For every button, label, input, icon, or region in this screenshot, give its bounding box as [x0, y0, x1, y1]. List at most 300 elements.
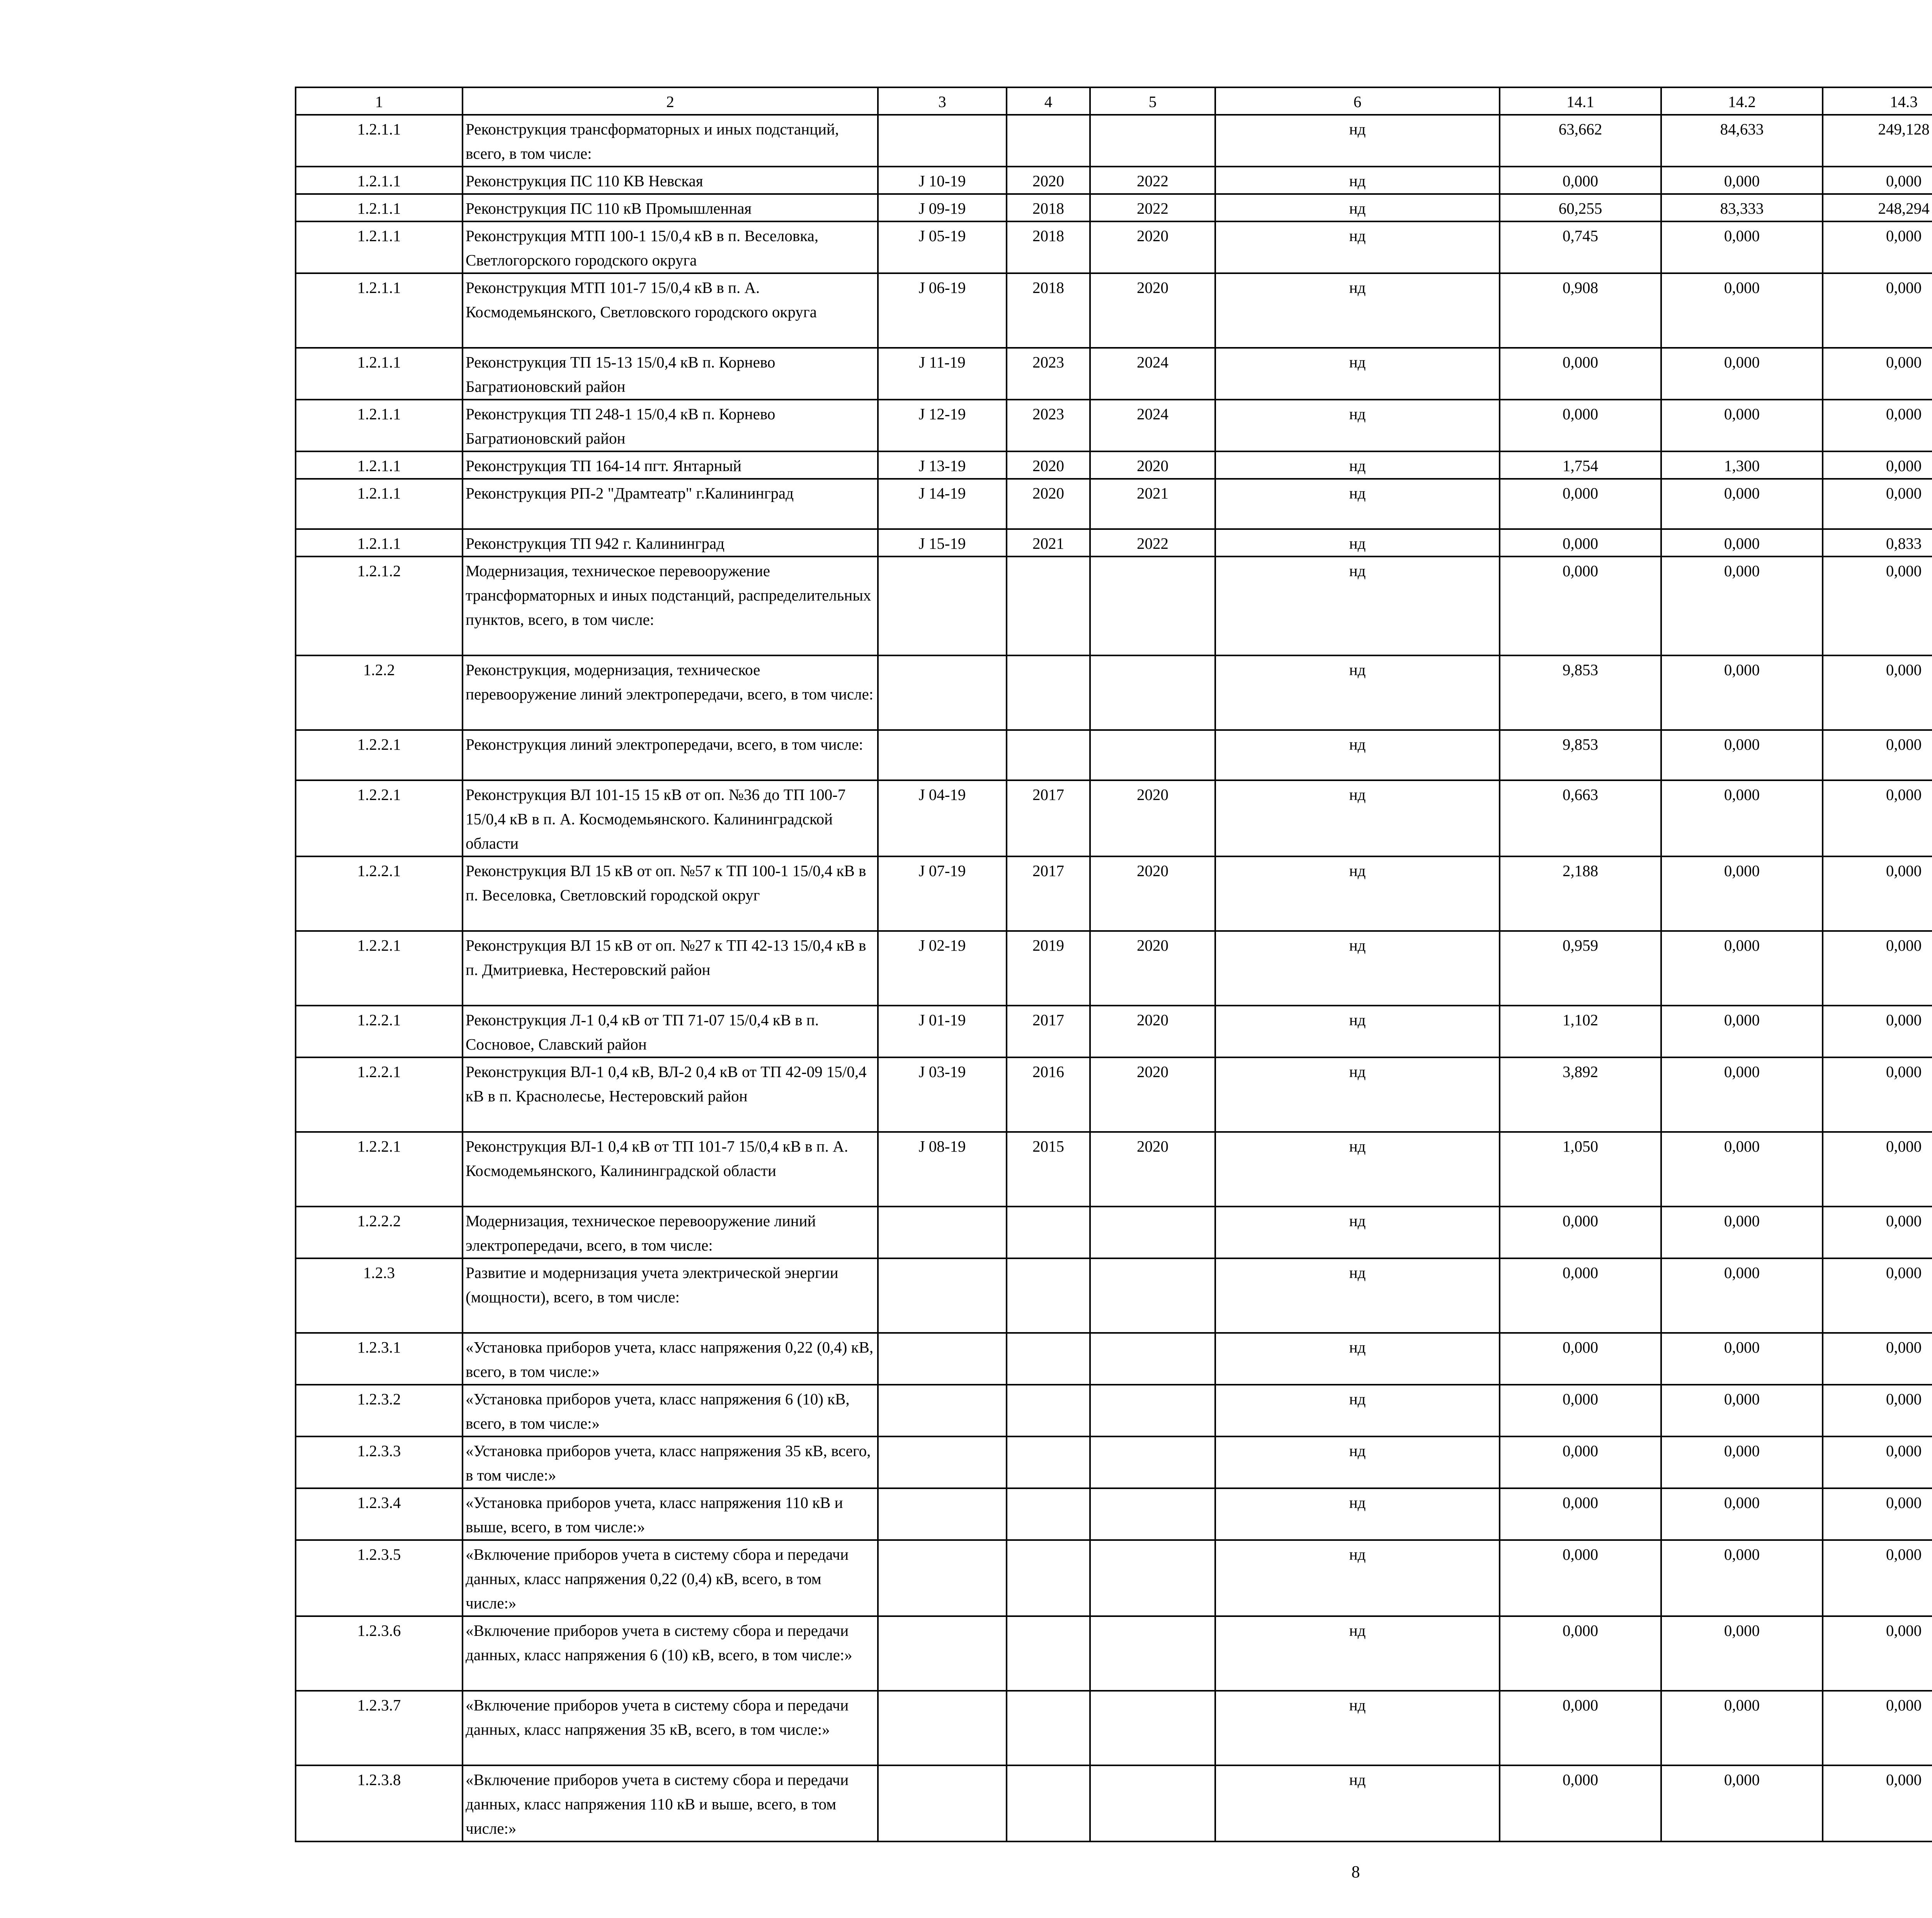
cell-code: 1.2.1.1 [296, 479, 463, 529]
table-row [296, 1057, 1932, 1132]
cell-code: 1.2.3.3 [296, 1436, 463, 1488]
cell-end [1090, 1540, 1215, 1616]
cell-code: 1.2.3.2 [296, 1385, 463, 1436]
table-row [296, 557, 1932, 655]
cell-end: 2020 [1090, 221, 1215, 273]
cell-name: Модернизация, техническое перевооружение линий электропередачи, всего, в том числе: [463, 1207, 878, 1258]
cell-v141: 0,000 [1500, 1436, 1661, 1488]
cell-v141: 1,754 [1500, 451, 1661, 479]
cell-id: J 05-19 [878, 221, 1007, 273]
table-row [296, 1132, 1932, 1207]
cell-code: 1.2.2 [296, 655, 463, 730]
cell-code: 1.2.3.7 [296, 1691, 463, 1765]
cell-start [1007, 1691, 1090, 1765]
cell-v143: 0,000 [1823, 557, 1932, 655]
cell-v143: 0,000 [1823, 1691, 1932, 1765]
cell-end: 2022 [1090, 167, 1215, 194]
cell-v141: 63,662 [1500, 115, 1661, 167]
cell-start: 2017 [1007, 780, 1090, 856]
cell-v142: 1,300 [1661, 451, 1823, 479]
cell-code: 1.2.1.2 [296, 557, 463, 655]
cell-v141: 0,000 [1500, 1333, 1661, 1385]
cell-id: J 14-19 [878, 479, 1007, 529]
cell-start: 2018 [1007, 194, 1090, 221]
cell-start [1007, 730, 1090, 780]
cell-code: 1.2.1.1 [296, 167, 463, 194]
cell-code: 1.2.3.5 [296, 1540, 463, 1616]
cell-v142: 0,000 [1661, 1765, 1823, 1841]
cell-v141: 2,188 [1500, 856, 1661, 931]
cell-v141: 0,000 [1500, 1258, 1661, 1333]
cell-name: Реконструкция РП-2 "Драмтеатр" г.Калининград [463, 479, 878, 529]
cell-v143: 0,000 [1823, 730, 1932, 780]
cell-v143: 0,833 [1823, 529, 1932, 557]
cell-code: 1.2.3.6 [296, 1616, 463, 1691]
cell-status: нд [1215, 1616, 1500, 1691]
cell-status: нд [1215, 167, 1500, 194]
cell-v141: 0,000 [1500, 1488, 1661, 1540]
cell-start [1007, 1540, 1090, 1616]
table-row [296, 780, 1932, 856]
cell-id [878, 1258, 1007, 1333]
cell-v142: 0,000 [1661, 1132, 1823, 1207]
cell-name: Развитие и модернизация учета электрической энергии (мощности), всего, в том числе: [463, 1258, 878, 1333]
cell-end [1090, 1385, 1215, 1436]
cell-v142: 0,000 [1661, 557, 1823, 655]
cell-v141: 0,959 [1500, 931, 1661, 1006]
cell-status: нд [1215, 194, 1500, 221]
table-row [296, 1385, 1932, 1436]
table-row [296, 1616, 1932, 1691]
cell-name: Реконструкция ТП 942 г. Калининград [463, 529, 878, 557]
cell-code: 1.2.1.1 [296, 273, 463, 348]
table-row [296, 400, 1932, 451]
cell-status: нд [1215, 451, 1500, 479]
cell-v141: 0,000 [1500, 529, 1661, 557]
cell-start [1007, 1765, 1090, 1841]
cell-end [1090, 1333, 1215, 1385]
cell-status: нд [1215, 1132, 1500, 1207]
cell-v143: 0,000 [1823, 1132, 1932, 1207]
cell-v143: 0,000 [1823, 1540, 1932, 1616]
cell-name: Реконструкция Л-1 0,4 кВ от ТП 71-07 15/0,4 кВ в п. Сосновое, Славский район [463, 1006, 878, 1057]
cell-name: Реконструкция, модернизация, техническое перевооружение линий электропередачи, всего, в том числе: [463, 655, 878, 730]
cell-v141: 0,663 [1500, 780, 1661, 856]
table-row [296, 273, 1932, 348]
table-row [296, 348, 1932, 400]
cell-end [1090, 655, 1215, 730]
cell-status: нд [1215, 1436, 1500, 1488]
table-row [296, 1488, 1932, 1540]
cell-v143: 0,000 [1823, 1057, 1932, 1132]
cell-code: 1.2.3.4 [296, 1488, 463, 1540]
table-row [296, 1006, 1932, 1057]
header-cell: 14.2 [1661, 87, 1823, 115]
cell-v142: 0,000 [1661, 1691, 1823, 1765]
cell-name: «Установка приборов учета, класс напряжения 110 кВ и выше, всего, в том числе:» [463, 1488, 878, 1540]
table-row [296, 1333, 1932, 1385]
header-row [296, 87, 1932, 115]
cell-v141: 0,000 [1500, 167, 1661, 194]
cell-end [1090, 1765, 1215, 1841]
page-number: 8 [1351, 1862, 1360, 1881]
table-row [296, 479, 1932, 529]
table-row [296, 115, 1932, 167]
cell-start: 2017 [1007, 1006, 1090, 1057]
cell-end: 2020 [1090, 273, 1215, 348]
cell-code: 1.2.1.1 [296, 451, 463, 479]
cell-end [1090, 730, 1215, 780]
cell-v142: 0,000 [1661, 780, 1823, 856]
cell-start [1007, 1207, 1090, 1258]
cell-v142: 0,000 [1661, 1436, 1823, 1488]
cell-end [1090, 1207, 1215, 1258]
table-row [296, 1258, 1932, 1333]
cell-code: 1.2.1.1 [296, 194, 463, 221]
cell-v143: 0,000 [1823, 451, 1932, 479]
cell-end [1090, 1436, 1215, 1488]
cell-end: 2024 [1090, 400, 1215, 451]
cell-status: нд [1215, 1057, 1500, 1132]
table-row [296, 1691, 1932, 1765]
cell-name: Реконструкция ВЛ 15 кВ от оп. №57 к ТП 100-1 15/0,4 кВ в п. Веселовка, Светловский городской округ [463, 856, 878, 931]
cell-id [878, 730, 1007, 780]
cell-v143: 249,128 [1823, 115, 1932, 167]
cell-end [1090, 557, 1215, 655]
cell-start: 2023 [1007, 348, 1090, 400]
cell-v143: 0,000 [1823, 1488, 1932, 1540]
cell-start [1007, 1436, 1090, 1488]
cell-id [878, 1488, 1007, 1540]
cell-name: Реконструкция ТП 164-14 пгт. Янтарный [463, 451, 878, 479]
cell-id [878, 115, 1007, 167]
cell-name: «Установка приборов учета, класс напряжения 0,22 (0,4) кВ, всего, в том числе:» [463, 1333, 878, 1385]
cell-status: нд [1215, 273, 1500, 348]
cell-start: 2018 [1007, 273, 1090, 348]
cell-v142: 83,333 [1661, 194, 1823, 221]
table-row [296, 529, 1932, 557]
cell-name: «Включение приборов учета в систему сбора и передачи данных, класс напряжения 35 кВ, всего, в том числе:» [463, 1691, 878, 1765]
table-row [296, 931, 1932, 1006]
cell-code: 1.2.1.1 [296, 115, 463, 167]
cell-v142: 0,000 [1661, 856, 1823, 931]
cell-code: 1.2.2.1 [296, 931, 463, 1006]
cell-id [878, 1691, 1007, 1765]
cell-start [1007, 1488, 1090, 1540]
cell-id: J 06-19 [878, 273, 1007, 348]
cell-end: 2020 [1090, 451, 1215, 479]
cell-name: Реконструкция трансформаторных и иных подстанций, всего, в том числе: [463, 115, 878, 167]
cell-status: нд [1215, 1333, 1500, 1385]
cell-id [878, 1207, 1007, 1258]
cell-v141: 3,892 [1500, 1057, 1661, 1132]
header-cell: 6 [1215, 87, 1500, 115]
cell-v141: 1,102 [1500, 1006, 1661, 1057]
cell-start: 2020 [1007, 451, 1090, 479]
cell-name: «Включение приборов учета в систему сбора и передачи данных, класс напряжения 0,22 (0,4) кВ, всего, в том числе:» [463, 1540, 878, 1616]
cell-v142: 0,000 [1661, 1540, 1823, 1616]
cell-v141: 0,000 [1500, 348, 1661, 400]
cell-code: 1.2.1.1 [296, 400, 463, 451]
cell-v143: 0,000 [1823, 1006, 1932, 1057]
cell-v142: 0,000 [1661, 400, 1823, 451]
table-row [296, 194, 1932, 221]
table-row [296, 167, 1932, 194]
cell-v143: 0,000 [1823, 479, 1932, 529]
cell-id [878, 1616, 1007, 1691]
cell-v141: 60,255 [1500, 194, 1661, 221]
cell-v143: 0,000 [1823, 1616, 1932, 1691]
cell-id: J 02-19 [878, 931, 1007, 1006]
cell-name: Реконструкция ВЛ-1 0,4 кВ от ТП 101-7 15/0,4 кВ в п. А. Космодемьянского, Калининградской области [463, 1132, 878, 1207]
cell-id [878, 1436, 1007, 1488]
cell-code: 1.2.3 [296, 1258, 463, 1333]
cell-name: Реконструкция ТП 248-1 15/0,4 кВ п. Корнево Багратионовский район [463, 400, 878, 451]
cell-v142: 0,000 [1661, 1333, 1823, 1385]
cell-code: 1.2.2.2 [296, 1207, 463, 1258]
cell-end: 2022 [1090, 529, 1215, 557]
cell-code: 1.2.1.1 [296, 221, 463, 273]
cell-v142: 0,000 [1661, 1258, 1823, 1333]
cell-end [1090, 1258, 1215, 1333]
cell-v141: 0,000 [1500, 1691, 1661, 1765]
table-row [296, 856, 1932, 931]
cell-v143: 0,000 [1823, 400, 1932, 451]
cell-code: 1.2.3.8 [296, 1765, 463, 1841]
cell-id: J 08-19 [878, 1132, 1007, 1207]
cell-v142: 0,000 [1661, 1057, 1823, 1132]
cell-status: нд [1215, 1691, 1500, 1765]
cell-v141: 0,000 [1500, 479, 1661, 529]
cell-status: нд [1215, 1765, 1500, 1841]
cell-code: 1.2.2.1 [296, 856, 463, 931]
cell-v142: 0,000 [1661, 655, 1823, 730]
cell-v143: 0,000 [1823, 348, 1932, 400]
cell-name: Реконструкция ПС 110 кВ Промышленная [463, 194, 878, 221]
cell-name: Реконструкция ВЛ 101-15 15 кВ от оп. №36 до ТП 100-7 15/0,4 кВ в п. А. Космодемьянского. Калининградской области [463, 780, 878, 856]
header-cell: 4 [1007, 87, 1090, 115]
cell-v142: 0,000 [1661, 529, 1823, 557]
cell-v143: 0,000 [1823, 1436, 1932, 1488]
cell-status: нд [1215, 557, 1500, 655]
cell-start [1007, 557, 1090, 655]
cell-start: 2023 [1007, 400, 1090, 451]
cell-id: J 04-19 [878, 780, 1007, 856]
cell-v142: 0,000 [1661, 221, 1823, 273]
cell-id: J 09-19 [878, 194, 1007, 221]
cell-status: нд [1215, 115, 1500, 167]
cell-start: 2020 [1007, 479, 1090, 529]
cell-start: 2021 [1007, 529, 1090, 557]
cell-v143: 248,294 [1823, 194, 1932, 221]
cell-v142: 0,000 [1661, 1385, 1823, 1436]
cell-status: нд [1215, 655, 1500, 730]
cell-status: нд [1215, 529, 1500, 557]
cell-id: J 15-19 [878, 529, 1007, 557]
cell-id: J 13-19 [878, 451, 1007, 479]
cell-name: «Установка приборов учета, класс напряжения 6 (10) кВ, всего, в том числе:» [463, 1385, 878, 1436]
cell-v143: 0,000 [1823, 1333, 1932, 1385]
cell-end: 2020 [1090, 931, 1215, 1006]
cell-end: 2020 [1090, 856, 1215, 931]
cell-v142: 0,000 [1661, 1488, 1823, 1540]
cell-end: 2022 [1090, 194, 1215, 221]
cell-start [1007, 1385, 1090, 1436]
cell-code: 1.2.3.1 [296, 1333, 463, 1385]
cell-v141: 0,000 [1500, 1616, 1661, 1691]
cell-id [878, 1333, 1007, 1385]
table-row [296, 1207, 1932, 1258]
cell-name: Реконструкция ПС 110 КВ Невская [463, 167, 878, 194]
cell-end [1090, 1691, 1215, 1765]
cell-start: 2019 [1007, 931, 1090, 1006]
cell-start [1007, 1258, 1090, 1333]
cell-v143: 0,000 [1823, 655, 1932, 730]
header-cell: 3 [878, 87, 1007, 115]
cell-v143: 0,000 [1823, 1207, 1932, 1258]
cell-code: 1.2.2.1 [296, 730, 463, 780]
cell-v142: 0,000 [1661, 348, 1823, 400]
cell-v142: 0,000 [1661, 730, 1823, 780]
cell-code: 1.2.1.1 [296, 529, 463, 557]
cell-status: нд [1215, 1488, 1500, 1540]
cell-status: нд [1215, 1385, 1500, 1436]
cell-end: 2020 [1090, 1057, 1215, 1132]
cell-code: 1.2.1.1 [296, 348, 463, 400]
cell-name: Реконструкция ТП 15-13 15/0,4 кВ п. Корнево Багратионовский район [463, 348, 878, 400]
cell-status: нд [1215, 730, 1500, 780]
cell-v142: 0,000 [1661, 1207, 1823, 1258]
cell-end [1090, 115, 1215, 167]
cell-v142: 84,633 [1661, 115, 1823, 167]
cell-status: нд [1215, 1258, 1500, 1333]
cell-status: нд [1215, 780, 1500, 856]
cell-v141: 0,000 [1500, 1207, 1661, 1258]
cell-id [878, 557, 1007, 655]
cell-status: нд [1215, 400, 1500, 451]
cell-name: «Включение приборов учета в систему сбора и передачи данных, класс напряжения 6 (10) кВ, всего, в том числе:» [463, 1616, 878, 1691]
cell-v142: 0,000 [1661, 1616, 1823, 1691]
cell-start: 2017 [1007, 856, 1090, 931]
cell-v141: 1,050 [1500, 1132, 1661, 1207]
cell-name: Реконструкция МТП 101-7 15/0,4 кВ в п. А. Космодемьянского, Светловского городского округа [463, 273, 878, 348]
cell-id: J 01-19 [878, 1006, 1007, 1057]
cell-start: 2015 [1007, 1132, 1090, 1207]
cell-code: 1.2.2.1 [296, 1132, 463, 1207]
cell-name: Реконструкция ВЛ 15 кВ от оп. №27 к ТП 42-13 15/0,4 кВ в п. Дмитриевка, Нестеровский район [463, 931, 878, 1006]
cell-end: 2020 [1090, 780, 1215, 856]
cell-v143: 0,000 [1823, 1385, 1932, 1436]
cell-v142: 0,000 [1661, 1006, 1823, 1057]
cell-status: нд [1215, 221, 1500, 273]
cell-name: «Установка приборов учета, класс напряжения 35 кВ, всего, в том числе:» [463, 1436, 878, 1488]
cell-v143: 0,000 [1823, 856, 1932, 931]
cell-id: J 07-19 [878, 856, 1007, 931]
cell-name: Модернизация, техническое перевооружение трансформаторных и иных подстанций, распределительных пунктов, всего, в том числе: [463, 557, 878, 655]
cell-start [1007, 115, 1090, 167]
cell-status: нд [1215, 1540, 1500, 1616]
header-cell: 5 [1090, 87, 1215, 115]
cell-name: Реконструкция линий электропередачи, всего, в том числе: [463, 730, 878, 780]
table-row [296, 1765, 1932, 1841]
header-cell: 1 [296, 87, 463, 115]
cell-status: нд [1215, 931, 1500, 1006]
cell-end [1090, 1488, 1215, 1540]
cell-end [1090, 1616, 1215, 1691]
cell-id: J 12-19 [878, 400, 1007, 451]
cell-status: нд [1215, 1207, 1500, 1258]
cell-v141: 0,745 [1500, 221, 1661, 273]
cell-v141: 9,853 [1500, 730, 1661, 780]
cell-status: нд [1215, 856, 1500, 931]
table-row [296, 655, 1932, 730]
cell-id: J 03-19 [878, 1057, 1007, 1132]
cell-status: нд [1215, 348, 1500, 400]
cell-v142: 0,000 [1661, 479, 1823, 529]
cell-v143: 0,000 [1823, 221, 1932, 273]
cell-start: 2020 [1007, 167, 1090, 194]
cell-code: 1.2.2.1 [296, 1006, 463, 1057]
cell-end: 2020 [1090, 1132, 1215, 1207]
cell-v143: 0,000 [1823, 273, 1932, 348]
cell-code: 1.2.2.1 [296, 780, 463, 856]
cell-v143: 0,000 [1823, 1765, 1932, 1841]
header-cell: 14.3 [1823, 87, 1932, 115]
cell-start: 2018 [1007, 221, 1090, 273]
cell-v141: 9,853 [1500, 655, 1661, 730]
cell-v143: 0,000 [1823, 1258, 1932, 1333]
cell-v141: 0,908 [1500, 273, 1661, 348]
cell-v142: 0,000 [1661, 167, 1823, 194]
cell-end: 2021 [1090, 479, 1215, 529]
table-row [296, 1540, 1932, 1616]
cell-start [1007, 655, 1090, 730]
cell-name: Реконструкция МТП 100-1 15/0,4 кВ в п. Веселовка, Светлогорского городского округа [463, 221, 878, 273]
cell-start [1007, 1616, 1090, 1691]
cell-name: «Включение приборов учета в систему сбора и передачи данных, класс напряжения 110 кВ и выше, всего, в том числе:» [463, 1765, 878, 1841]
cell-start [1007, 1333, 1090, 1385]
table-row [296, 221, 1932, 273]
header-cell: 2 [463, 87, 878, 115]
cell-status: нд [1215, 1006, 1500, 1057]
cell-id [878, 655, 1007, 730]
cell-code: 1.2.2.1 [296, 1057, 463, 1132]
table-row [296, 451, 1932, 479]
cell-v141: 0,000 [1500, 1765, 1661, 1841]
cell-v143: 0,000 [1823, 931, 1932, 1006]
cell-v141: 0,000 [1500, 400, 1661, 451]
cell-start: 2016 [1007, 1057, 1090, 1132]
cell-name: Реконструкция ВЛ-1 0,4 кВ, ВЛ-2 0,4 кВ от ТП 42-09 15/0,4 кВ в п. Краснолесье, Нестеровский район [463, 1057, 878, 1132]
cell-v143: 0,000 [1823, 780, 1932, 856]
cell-v142: 0,000 [1661, 931, 1823, 1006]
cell-status: нд [1215, 479, 1500, 529]
cell-v143: 0,000 [1823, 167, 1932, 194]
header-cell: 14.1 [1500, 87, 1661, 115]
cell-id: J 10-19 [878, 167, 1007, 194]
cell-id [878, 1540, 1007, 1616]
cell-end: 2024 [1090, 348, 1215, 400]
cell-id: J 11-19 [878, 348, 1007, 400]
cell-v141: 0,000 [1500, 557, 1661, 655]
table-row [296, 730, 1932, 780]
investment-table [295, 87, 1932, 1842]
cell-id [878, 1765, 1007, 1841]
cell-v141: 0,000 [1500, 1385, 1661, 1436]
cell-end: 2020 [1090, 1006, 1215, 1057]
table-row [296, 1436, 1932, 1488]
cell-v141: 0,000 [1500, 1540, 1661, 1616]
